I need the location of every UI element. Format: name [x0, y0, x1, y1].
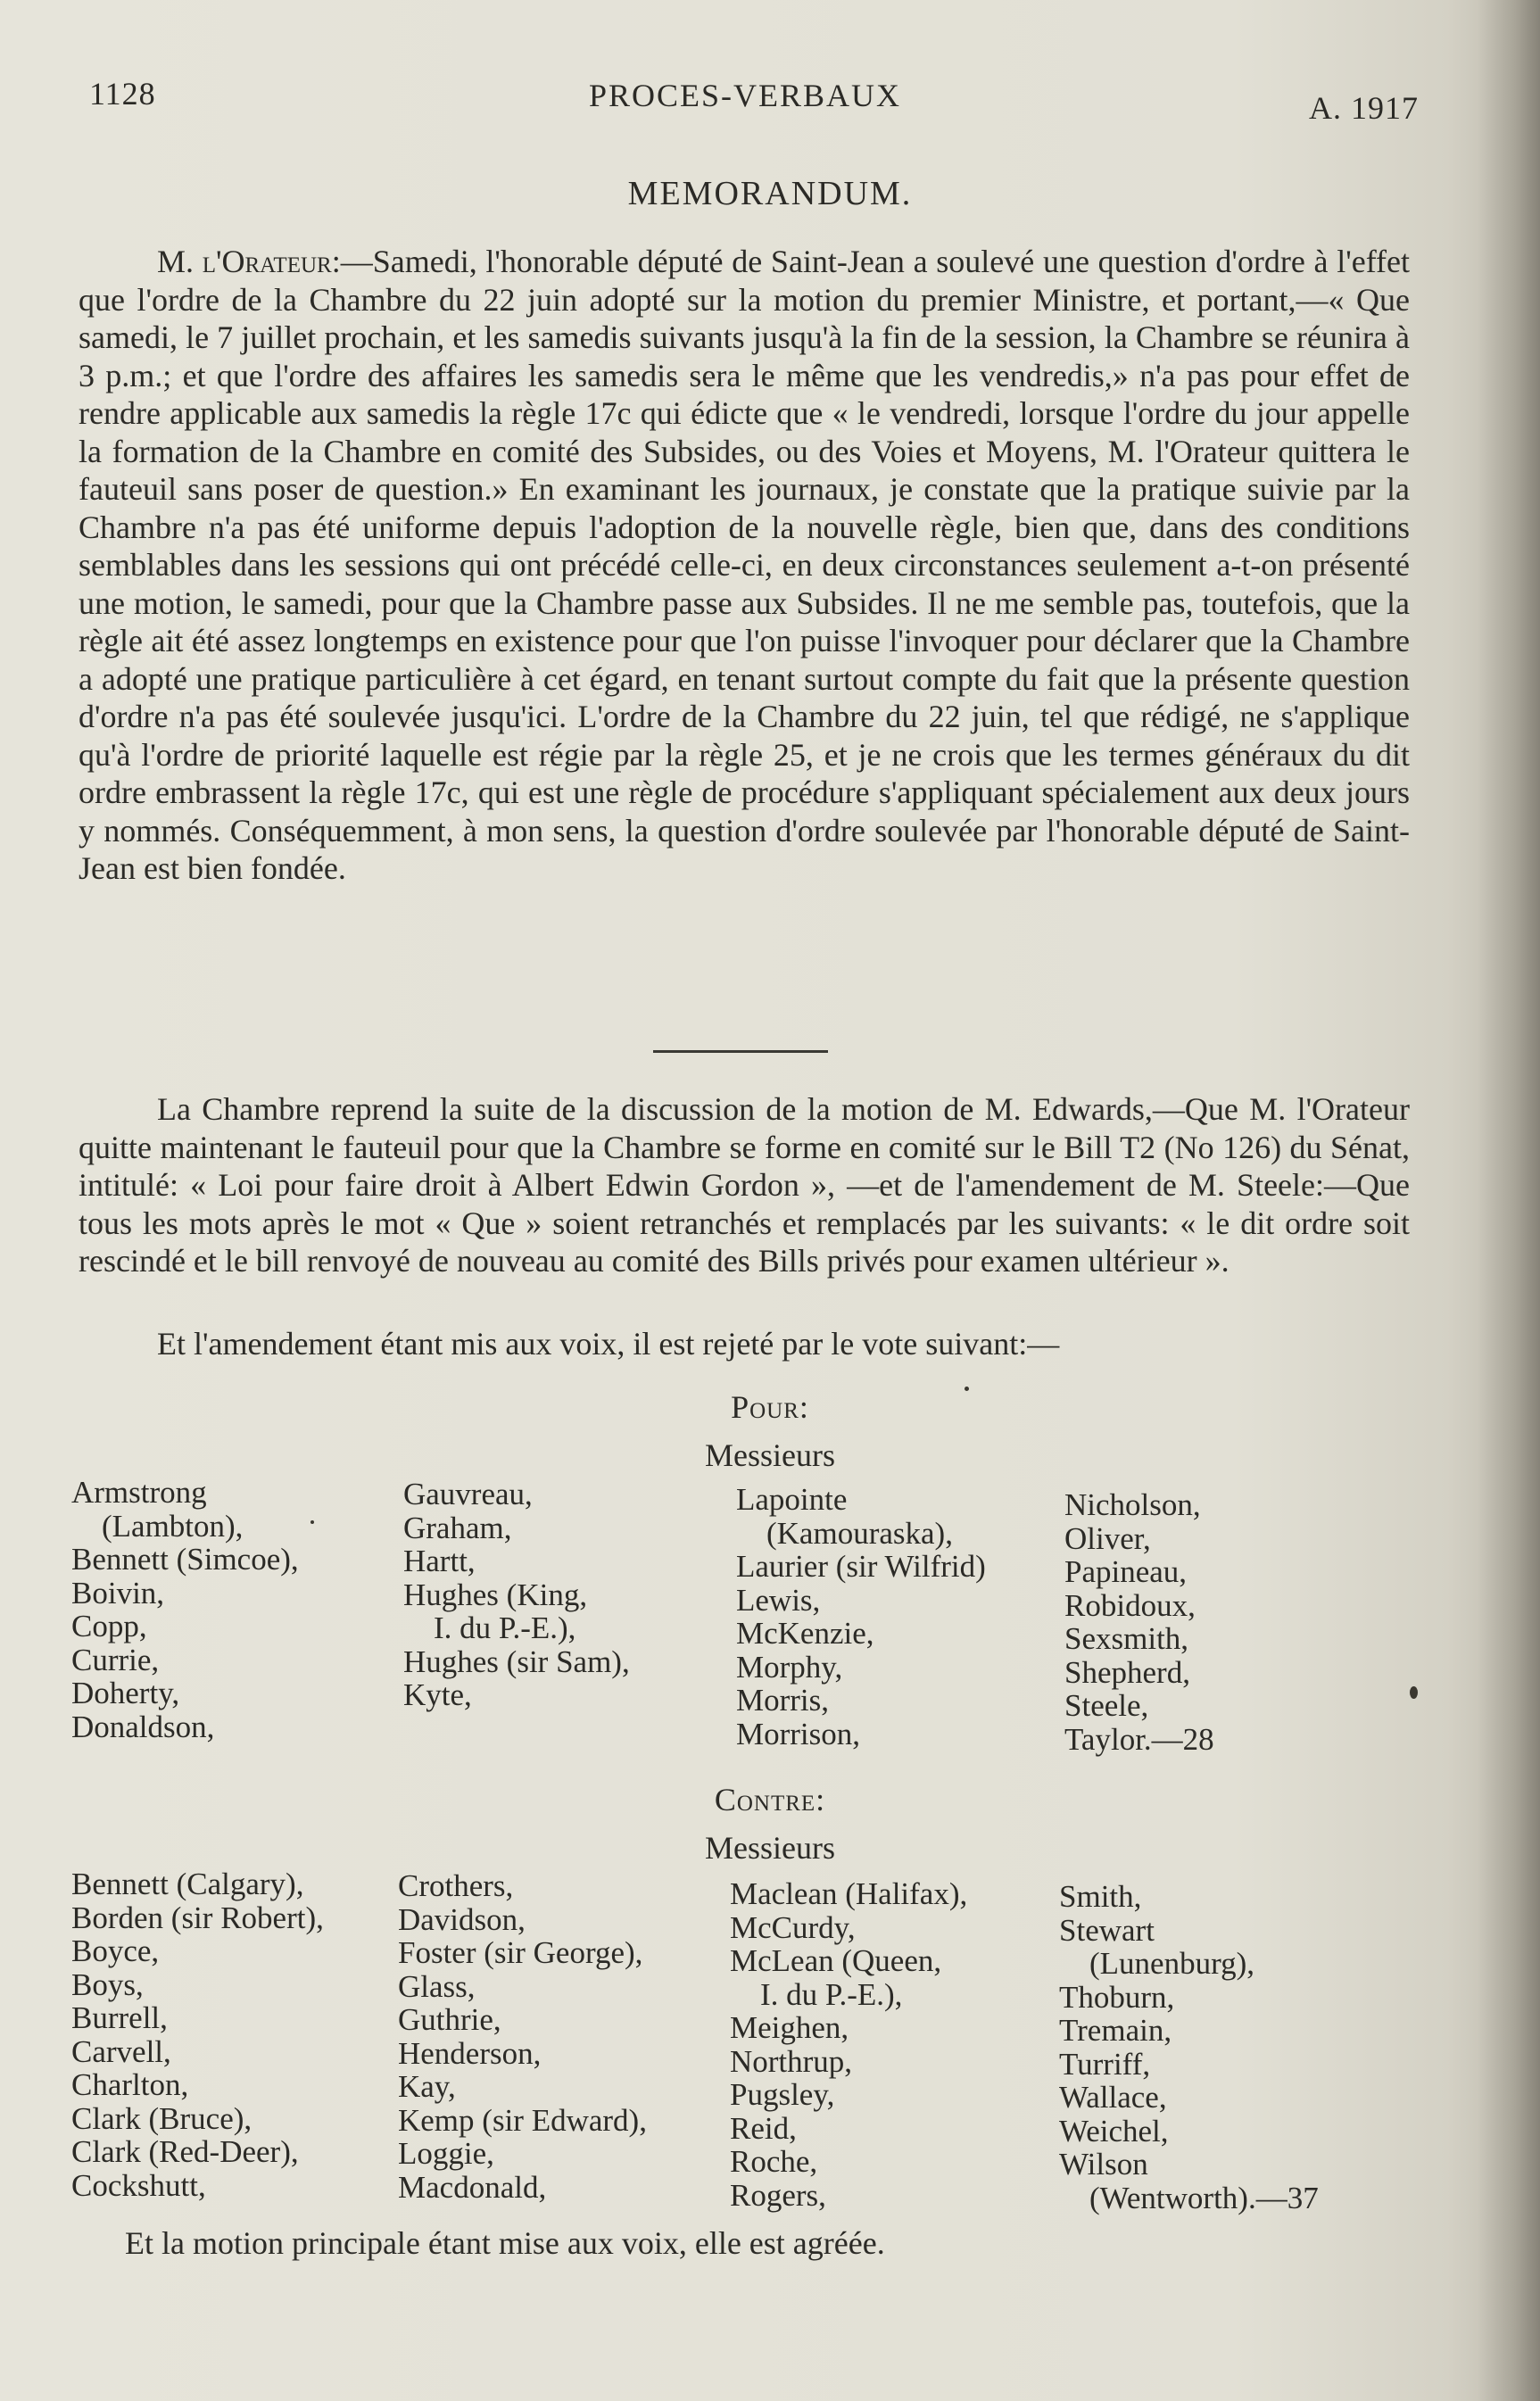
member-name: Glass,: [398, 1968, 476, 2004]
member-name: Macdonald,: [398, 2169, 547, 2205]
member-name: Clark (Red-Deer),: [71, 2134, 299, 2169]
member-name: Hughes (sir Sam),: [403, 1643, 630, 1679]
member-name: Loggie,: [398, 2136, 494, 2171]
member-name: Foster (sir George),: [398, 1935, 643, 1970]
vote-for-column-2: [403, 1478, 630, 1712]
vote-against-column-2: [398, 1869, 647, 2204]
debate-paragraph: La Chambre reprend la suite de la discussion de la motion de M. Edwards,—Que M. l'Orateur quitte maintenant le fauteuil pour que la Chambre se forme en comité sur le Bill T2 (No 126) du Sénat, intitulé: « Loi pour faire droit à Albert Edwin Gordon », —et de l'amendement de M. Steele:—Que tous les mots après le mot « Que » soient retranchés et remplacés par les suivants: « le dit ordre soit rescindé et le bill renvoyé de nouveau au comité des Bills privés pour examen ultérieur ».: [79, 1091, 1410, 1279]
memorandum-text: :—Samedi, l'honorable député de Saint-Jean a soulevé une question d'ordre à l'effet que l'ordre de la Chambre du 22 juin adopté sur la motion du premier Ministre, et portant,—« Que samedi, le 7 juillet prochain, et les samedis suivants jusqu'à la fin de la session, la Chambre se réunira à 3 p.m.; et que l'ordre des affaires les samedis sera le même que les vendredis,» n'a pas pour effet de rendre applicable aux samedis la règle 17c qui édicte que « le vendredi, lorsque l'ordre du jour appelle la formation de la Chambre en comité des Subsides, ou des Voies et Moyens, M. l'Orateur quittera le fauteuil sans poser de question.» En examinant les journaux, je constate que la pratique suivie par la Chambre n'a pas été uniforme depuis l'adoption de la nouvelle règle, bien que, dans des conditions semblables dans les sessions qui ont précédé celle-ci, en deux circonstances seulement a-t-on présenté une motion, le samedi, pour que la Chambre passe aux Subsides. Il ne me semble pas, toutefois, que la règle ait été assez longtemps en existence pour que l'on puisse l'invoquer pour déclarer que la Chambre a adopté une pratique particulière à cet égard, en tenant surtout compte du fait que la présente question d'ordre n'a pas été soulevée jusqu'ici. L'ordre de la Chambre du 22 juin, tel que rédigé, ne s'applique qu'à l'ordre de priorité laquelle est régie par la règle 25, et je ne crois que les termes généraux du dit ordre embrassent la règle 17c, qui est une règle de procédure s'appliquant spécialement aux deux jours y nommés. Conséquemment, à mon sens, la question d'ordre soulevée par l'honorable député de Saint-Jean est bien fondée.: [79, 244, 1410, 886]
member-name: Burrell,: [71, 2000, 168, 2035]
member-name: Pugsley,: [730, 2077, 835, 2112]
member-name: I. du P.-E.),: [760, 1976, 903, 2012]
member-name: Doherty,: [71, 1676, 180, 1710]
member-name: Boys,: [71, 1966, 144, 2002]
member-name: Charlton,: [71, 2067, 189, 2102]
member-name: Meighen,: [730, 2010, 849, 2045]
member-name: McKenzie,: [736, 1616, 874, 1651]
member-name: Clark (Bruce),: [71, 2100, 253, 2136]
member-name: Oliver,: [1064, 1520, 1151, 1556]
vote-against-column-3: [730, 1877, 967, 2212]
amendment-vote-paragraph: Et l'amendement étant mis aux voix, il est rejeté par le vote suivant:—: [157, 1326, 1060, 1362]
member-name: Lapointe: [736, 1482, 848, 1517]
vote-for-column-4: [1064, 1488, 1214, 1756]
member-name: Kemp (sir Edward),: [398, 2102, 647, 2138]
member-name: Copp,: [71, 1609, 147, 1643]
member-name: Turriff,: [1059, 2046, 1151, 2082]
header-title: PROCES-VERBAUX: [589, 78, 902, 113]
member-name: Papineau,: [1064, 1554, 1188, 1589]
member-name: Sexsmith,: [1064, 1621, 1189, 1656]
member-name: Stewart: [1059, 1912, 1155, 1948]
closing-sentence: Et la motion principale étant mise aux voix, elle est agréée.: [125, 2225, 885, 2261]
speaker-label: M. l'Orateur: [157, 244, 332, 279]
member-name: Tremain,: [1059, 2013, 1172, 2048]
vote-against-column-4: [1059, 1880, 1319, 2215]
vote-against-column-1: [71, 1867, 324, 2202]
member-name: Carvell,: [71, 2033, 171, 2069]
member-name: Henderson,: [398, 2035, 542, 2071]
member-name: Morris,: [736, 1683, 830, 1718]
member-name: Lewis,: [736, 1582, 821, 1618]
member-name: I. du P.-E.),: [434, 1610, 576, 1645]
member-name: Borden (sir Robert),: [71, 1900, 324, 1935]
member-name: Thoburn,: [1059, 1979, 1175, 2015]
member-name: Guthrie,: [398, 2002, 501, 2037]
member-name: (Lambton),: [102, 1508, 244, 1544]
member-name: Maclean (Halifax),: [730, 1876, 968, 1911]
member-name: Boyce,: [71, 1933, 160, 1968]
ink-speck: [965, 1387, 969, 1391]
ink-speck: [310, 1520, 314, 1524]
member-name: Graham,: [403, 1510, 512, 1545]
member-name: (Kamouraska),: [766, 1515, 953, 1551]
member-name: Bennett (Simcoe),: [71, 1542, 299, 1577]
member-name: Nicholson,: [1064, 1487, 1201, 1522]
member-name: Gauvreau,: [403, 1477, 533, 1511]
member-name: Taylor.—28: [1064, 1721, 1214, 1757]
vote-for-subheading: Messieurs: [705, 1437, 835, 1473]
member-name: (Wentworth).—37: [1089, 2180, 1319, 2215]
member-name: Hartt,: [403, 1544, 476, 1578]
memorandum-paragraph: [79, 243, 1410, 888]
member-name: McLean (Queen,: [730, 1943, 942, 1978]
member-name: Northrup,: [730, 2043, 853, 2079]
member-name: Smith,: [1059, 1879, 1142, 1914]
vote-for-column-1: [71, 1476, 299, 1743]
member-name: Wallace,: [1059, 2080, 1167, 2115]
member-name: Kay,: [398, 2069, 456, 2104]
page-gutter-shadow: [1478, 0, 1540, 2401]
member-name: Donaldson,: [71, 1709, 215, 1744]
member-name: Rogers,: [730, 2177, 826, 2213]
member-name: Kyte,: [403, 1677, 472, 1712]
running-header: [89, 75, 1419, 125]
member-name: Crothers,: [398, 1868, 514, 1903]
member-name: Currie,: [71, 1642, 160, 1677]
member-name: Hughes (King,: [403, 1577, 588, 1612]
member-name: Laurier (sir Wilfrid): [736, 1549, 986, 1584]
member-name: Morphy,: [736, 1649, 843, 1685]
memorandum-heading: MEMORANDUM.: [627, 175, 913, 212]
member-name: Wilson: [1059, 2147, 1148, 2182]
member-name: Morrison,: [736, 1716, 861, 1751]
vote-against-heading: Contre:: [714, 1782, 826, 1817]
member-name: Armstrong: [71, 1475, 207, 1510]
header-year: A. 1917: [1309, 90, 1419, 126]
member-name: Cockshutt,: [71, 2167, 206, 2203]
member-name: Bennett (Calgary),: [71, 1867, 304, 1901]
vote-for-heading: Pour:: [731, 1389, 809, 1425]
vote-against-subheading: Messieurs: [705, 1830, 835, 1866]
member-name: Shepherd,: [1064, 1654, 1190, 1690]
member-name: Robidoux,: [1064, 1587, 1196, 1623]
member-name: Boivin,: [71, 1575, 165, 1610]
page-number: 1128: [89, 76, 156, 112]
member-name: (Lunenburg),: [1089, 1946, 1254, 1981]
ink-speck: [1410, 1686, 1418, 1699]
member-name: Roche,: [730, 2144, 818, 2179]
member-name: Steele,: [1064, 1688, 1149, 1723]
member-name: Davidson,: [398, 1901, 526, 1937]
member-name: McCurdy,: [730, 1909, 856, 1945]
vote-for-column-3: [736, 1483, 986, 1751]
member-name: Weichel,: [1059, 2113, 1169, 2148]
member-name: Reid,: [730, 2110, 797, 2146]
section-divider: [653, 1050, 828, 1053]
